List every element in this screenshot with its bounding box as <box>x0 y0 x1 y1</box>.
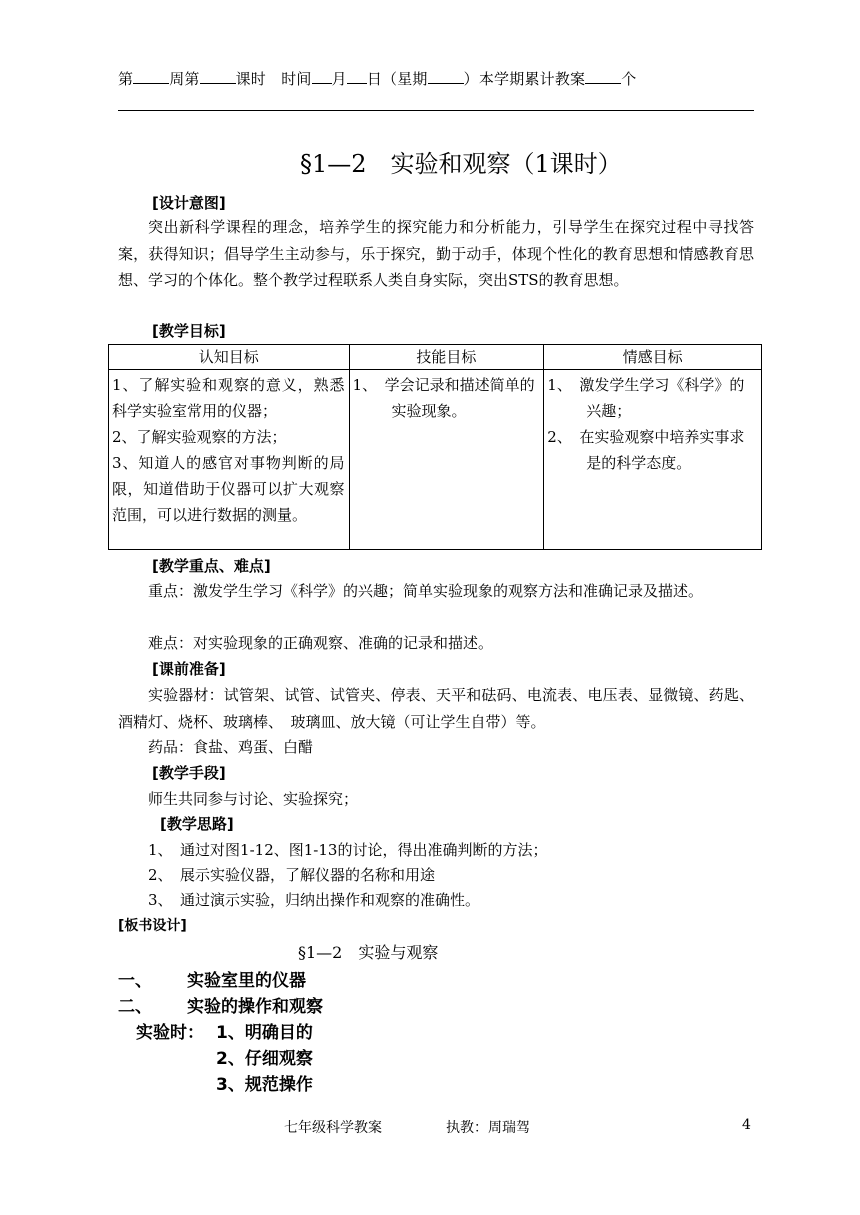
design-intent-heading: [设计意图] <box>152 194 226 212</box>
approach-heading: [教学思路] <box>160 815 234 833</box>
board-title: §1—2 实验与观察 <box>298 943 439 962</box>
header-rule <box>118 110 754 111</box>
header-text-5: 日（星期 <box>366 70 428 88</box>
board-sub-label: 实验时： <box>136 1023 204 1043</box>
approach-item-1: 1、 通过对图1-12、图1-13的讨论，得出准确判断的方法； <box>148 841 548 859</box>
blank-count <box>585 69 621 84</box>
table-header-row <box>109 345 762 370</box>
key-points-heading: [教学重点、难点] <box>152 557 271 575</box>
column-header-skill: 技能目标 <box>349 345 544 370</box>
skill-goal-1: 1、 学会记录和描述简单的实验现象。 <box>352 376 535 420</box>
footer-teacher: 执教：周瑞驾 <box>446 1120 530 1136</box>
means-heading: [教学手段] <box>152 764 226 782</box>
equipment-text: 实验器材：试管架、试管、试管夹、停表、天平和砝码、电流表、电压表、显微镜、药匙、酒精灯、烧杯、玻璃棒、 玻璃皿、放大镜（可让学生自带）等。 <box>118 686 754 731</box>
approach-item-2: 2、 展示实验仪器，了解仪器的名称和用途 <box>148 866 436 884</box>
board-line2-number: 二、 <box>118 997 152 1017</box>
page-title: §1—2 实验和观察（1课时） <box>300 150 622 178</box>
board-line2-text: 实验的操作和观察 <box>187 997 323 1017</box>
board-heading: [板书设计] <box>118 918 187 934</box>
emotion-goal-2: 2、 在实验观察中培养实事求是的科学态度。 <box>547 428 745 472</box>
header-text-3: 课时 时间 <box>235 70 312 88</box>
board-line1-number: 一、 <box>118 971 152 991</box>
objectives-heading: [教学目标] <box>152 322 226 340</box>
chemicals-text: 药品：食盐、鸡蛋、白醋 <box>148 738 314 756</box>
header-text-1: 第 <box>118 70 134 88</box>
cognitive-goal-1: 1、了解实验和观察的意义，熟悉科学实验室常用的仪器； <box>112 376 345 420</box>
skill-goals-cell <box>349 370 544 550</box>
preparation-heading: [课前准备] <box>152 660 226 678</box>
key-point-text: 重点：激发学生学习《科学》的兴趣；简单实验现象的观察方法和准确记录及描述。 <box>148 582 704 600</box>
board-sub-item-1: 1、明确目的 <box>216 1023 313 1043</box>
blank-week <box>133 69 169 84</box>
lesson-header <box>118 68 636 89</box>
objectives-table <box>108 344 762 550</box>
approach-item-3: 3、 通过演示实验，归纳出操作和观察的准确性。 <box>148 891 481 909</box>
board-line1-text: 实验室里的仪器 <box>187 971 306 991</box>
board-sub-item-3: 3、规范操作 <box>216 1075 313 1095</box>
blank-period <box>200 69 236 84</box>
blank-day <box>347 69 367 84</box>
board-sub-item-2: 2、仔细观察 <box>216 1049 313 1069</box>
header-text-2: 周第 <box>169 70 200 88</box>
column-header-cognitive: 认知目标 <box>109 345 350 370</box>
blank-weekday <box>428 69 464 84</box>
blank-month <box>312 69 332 84</box>
page-number: 4 <box>742 1117 751 1133</box>
cognitive-goal-2: 2、了解实验观察的方法； <box>112 428 287 446</box>
cognitive-goal-3: 3、知道人的感官对事物判断的局限，知道借助于仪器可以扩大观察范围，可以进行数据的测量。 <box>112 454 345 524</box>
header-text-4: 月 <box>331 70 347 88</box>
header-text-6: ）本学期累计教案 <box>463 70 586 88</box>
footer-course: 七年级科学教案 <box>284 1120 382 1136</box>
table-row <box>109 370 762 550</box>
difficulty-text: 难点：对实验现象的正确观察、准确的记录和描述。 <box>148 634 494 652</box>
emotion-goal-1: 1、 激发学生学习《科学》的兴趣； <box>547 376 745 420</box>
cognitive-goals-cell <box>109 370 350 550</box>
design-intent-text: 突出新科学课程的理念，培养学生的探究能力和分析能力，引导学生在探究过程中寻找答案，获得知识；倡导学生主动参与，乐于探究，勤于动手，体现个性化的教育思想和情感教育思想、学习的个体化。整个教学过程联系人类自身实际，突出STS的教育思想。 <box>118 218 754 289</box>
means-text: 师生共同参与讨论、实验探究； <box>148 790 359 808</box>
emotion-goals-cell <box>544 370 762 550</box>
header-text-7: 个 <box>621 70 637 88</box>
column-header-emotion: 情感目标 <box>544 345 762 370</box>
